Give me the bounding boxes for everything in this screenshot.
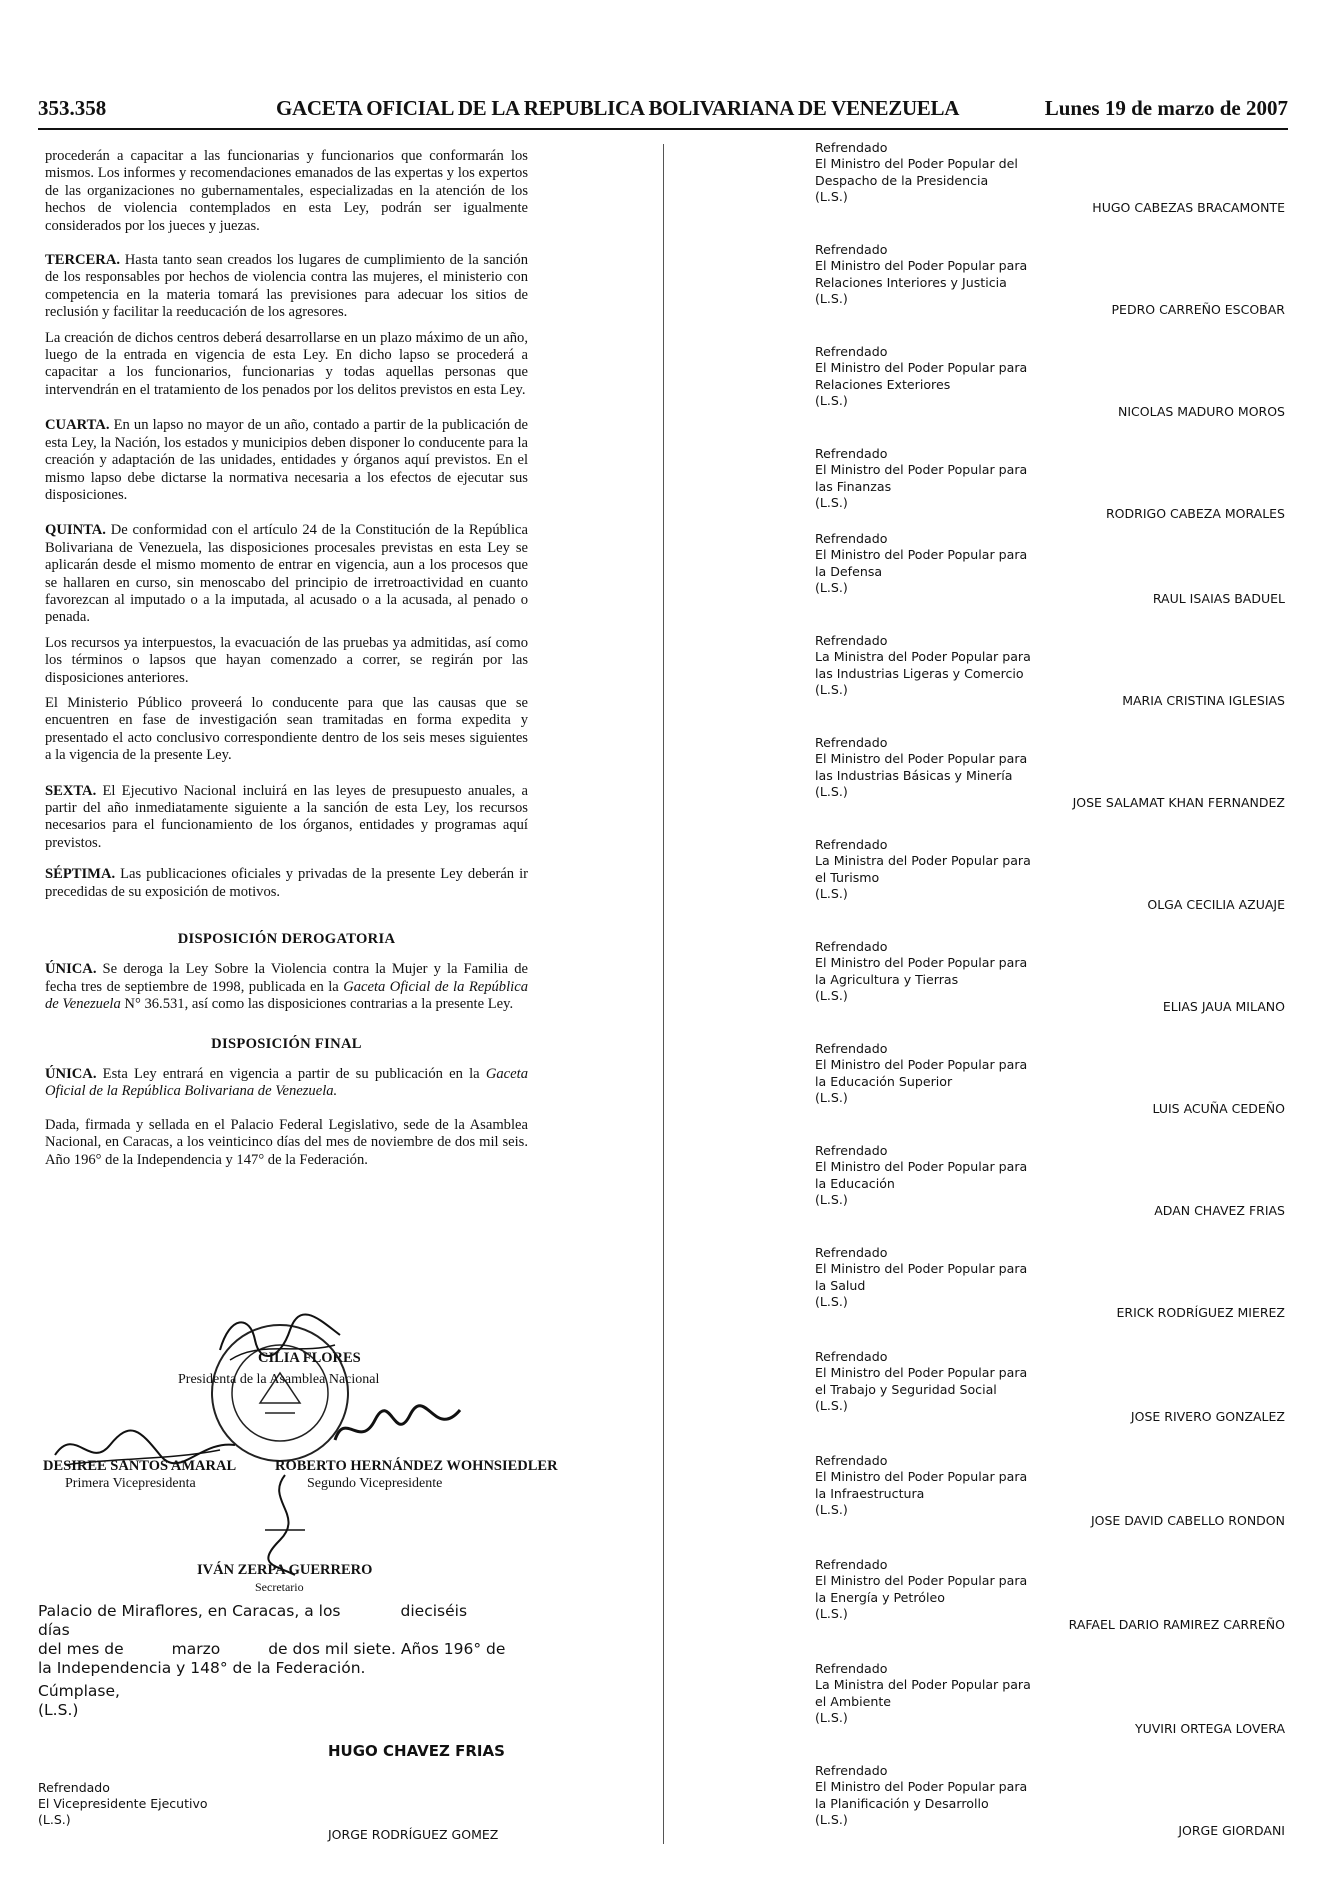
text: la Independencia y [38, 1659, 186, 1677]
ministry-line: El Ministro del Poder Popular para [815, 751, 1028, 767]
refrendado-label: Refrendado [815, 1763, 888, 1778]
paragraph: Los recursos ya interpuestos, la evacuación de las pruebas ya admitidas, así como los términos o lapsos que hayan comenzado a correr, se regirán por las disposiciones anteriores. [45, 634, 528, 686]
refrendo-block [815, 1661, 1285, 1761]
cumplase: Cúmplase, [38, 1682, 120, 1700]
refrendo-block [815, 1557, 1285, 1657]
ministry-line: El Ministro del Poder Popular del [815, 156, 1018, 172]
vp2-name: ROBERTO HERNÁNDEZ WOHNSIEDLER [275, 1458, 558, 1474]
president-name: CILIA FLORES [258, 1350, 361, 1366]
refrendado-label: Refrendado [815, 531, 888, 546]
ministry-line: el Ambiente [815, 1693, 892, 1709]
paragraph-continuation: procederán a capacitar a las funcionarias y funcionarios que conformarán los mismos. Los informes y recomendaciones emanados de las expertas y los expertos de las organizaciones no gubernamentales, especializadas en la atención de los hechos de violencia contemplados en esta Ley, podrán ser igualmente considerados por los jueces y juezas. [45, 148, 528, 234]
minister-name: ADAN CHAVEZ FRIAS [1154, 1203, 1285, 1218]
refrendo-block [815, 633, 1285, 733]
secretary-name: IVÁN ZERPA GUERRERO [197, 1562, 373, 1578]
refrendado-label: Refrendado [815, 939, 888, 954]
ministry-line: la Educación [815, 1175, 895, 1191]
refrendado-label: Refrendado [815, 242, 888, 257]
role: El Vicepresidente Ejecutivo [38, 1796, 208, 1811]
refrendado-label: Refrendado [815, 1143, 888, 1158]
president-title: Presidenta de la Asamblea Nacional [178, 1372, 380, 1387]
issue-date: Lunes 19 de marzo de 2007 [1044, 96, 1288, 120]
refrendo-block [815, 242, 1285, 342]
article-text: En un lapso no mayor de un año, contado a partir de la publicación de esta Ley, la Nación, los estados y municipios deben disponer lo conducente para la creación y adaptación de las unidades, entidades y órganos aquí previstos. En el mismo lapso debe dictarse la normativa necesaria a los efectos de ejecutar sus disposiciones. [45, 417, 528, 503]
article-septima [45, 866, 528, 901]
dada-paragraph: Dada, firmada y sellada en el Palacio Federal Legislativo, sede de la Asamblea Nacional, en Caracas, a los veinticinco días del mes de noviembre de dos mil seis. Año 196° de la Independencia y 147° de la Federación. [45, 1116, 528, 1168]
refrendado-label: Refrendado [815, 1661, 888, 1676]
ministry-line: la Defensa [815, 563, 883, 579]
ministry-line: El Ministro del Poder Popular para [815, 462, 1028, 478]
left-column [45, 148, 528, 1180]
refrendo-block [815, 344, 1285, 444]
ministry-line: Despacho de la Presidencia [815, 172, 989, 188]
text: de dos mil siete. Años 196° de [268, 1640, 506, 1658]
ls-mark: (L.S.) [815, 1812, 848, 1828]
column-divider [663, 144, 664, 1844]
refrendo-block [815, 531, 1285, 631]
promulgation-paragraph [38, 1602, 528, 1678]
ministry-line: El Ministro del Poder Popular para [815, 1159, 1028, 1175]
refrendado-label: Refrendado [815, 633, 888, 648]
ministry-line: El Ministro del Poder Popular para [815, 1779, 1028, 1795]
ministry-line: El Ministro del Poder Popular para [815, 1365, 1028, 1381]
ministry-line: el Turismo [815, 869, 880, 885]
refrendado-label: Refrendado [815, 1245, 888, 1260]
text: del mes de [38, 1640, 124, 1658]
article-lead: SEXTA. [45, 782, 97, 799]
ministry-line: El Ministro del Poder Popular para [815, 1573, 1028, 1589]
refrendado-label: Refrendado [815, 837, 888, 852]
vp1-title: Primera Vicepresidenta [65, 1476, 196, 1491]
vp-name: JORGE RODRÍGUEZ GOMEZ [328, 1827, 499, 1842]
ls-mark: (L.S.) [815, 682, 848, 698]
article-text: N° 36.531, así como las disposiciones contrarias a la presente Ley. [120, 996, 514, 1013]
refrendado-label: Refrendado [815, 344, 888, 359]
ministry-line: El Ministro del Poder Popular para [815, 955, 1028, 971]
ls-mark: (L.S.) [815, 1398, 848, 1414]
final-heading: DISPOSICIÓN FINAL [211, 1035, 362, 1052]
vp2-title: Segundo Vicepresidente [307, 1476, 443, 1491]
month: marzo [171, 1640, 221, 1658]
ministry-line: El Ministro del Poder Popular para [815, 1057, 1028, 1073]
refrendo-block [815, 735, 1285, 835]
vp1-name: DESIREE SANTOS AMARAL [43, 1458, 237, 1474]
derogatory-article [45, 961, 528, 1013]
gazette-reference: Gaceta Oficial de la República de Venezuela [45, 978, 528, 1013]
article-sexta [45, 783, 528, 853]
ls-mark: (L.S.) [815, 1294, 848, 1310]
article-text: El Ejecutivo Nacional incluirá en las leyes de presupuesto anuales, a partir del año inmediatamente siguiente a la sanción de esta Ley, los recursos necesarios para el funcionamiento de los órganos, entidades y programas aquí previstos. [45, 782, 528, 851]
ls-mark: (L.S.) [815, 189, 848, 205]
refrendo-block [815, 1041, 1285, 1141]
ministry-line: El Ministro del Poder Popular para [815, 1261, 1028, 1277]
ministry-line: la Planificación y Desarrollo [815, 1795, 989, 1811]
article-lead: ÚNICA. [45, 1066, 97, 1083]
refrendo-block [815, 1763, 1285, 1863]
minister-name: JOSE RIVERO GONZALEZ [1130, 1409, 1285, 1424]
ls-mark: (L.S.) [815, 886, 848, 902]
refrendo-block [815, 140, 1285, 240]
ministry-line: la Infraestructura [815, 1485, 925, 1501]
minister-name: OLGA CECILIA AZUAJE [1147, 897, 1285, 912]
minister-name: PEDRO CARREÑO ESCOBAR [1111, 302, 1285, 317]
secretary-title: Secretario [255, 1580, 304, 1594]
ls-mark: (L.S.) [815, 1502, 848, 1518]
text: Palacio de Miraflores, en Caracas, a los [38, 1602, 341, 1620]
refrendo-block [815, 1245, 1285, 1345]
paragraph: El Ministerio Público proveerá lo conducente para que las causas que se encuentren en fase de investigación sean tramitadas en forma expedita y presentado el acto conclusivo correspondiente dentro de los seis meses siguientes a la vigencia de la presente Ley. [45, 694, 528, 764]
refrendo-block [815, 1143, 1285, 1243]
ls-mark: (L.S.) [815, 291, 848, 307]
ls-mark: (L.S.) [38, 1701, 79, 1719]
president-republic-name: HUGO CHAVEZ FRIAS [328, 1742, 505, 1760]
minister-name: RAUL ISAIAS BADUEL [1152, 591, 1285, 606]
publication-title: GACETA OFICIAL DE LA REPUBLICA BOLIVARIANA DE VENEZUELA [276, 96, 960, 120]
ministry-line: El Ministro del Poder Popular para [815, 547, 1028, 563]
ministry-line: Relaciones Interiores y Justicia [815, 274, 1007, 290]
derogatory-heading: DISPOSICIÓN DEROGATORIA [177, 931, 396, 948]
signature-scribble-vp2 [330, 1400, 465, 1455]
minister-name: JOSE DAVID CABELLO RONDON [1090, 1513, 1285, 1528]
article-cuarta [45, 417, 528, 504]
refrendo-block [815, 1453, 1285, 1553]
day: dieciséis [400, 1602, 468, 1620]
article-text: De conformidad con el artículo 24 de la Constitución de la República Bolivariana de Venezuela, las disposiciones procesales previstas en esta Ley se aplicarán desde el mismo momento de entrar en vigencia, aun a los procesos que se hallaren en curso, sin menoscabo del principio de irretroactividad en cuanto favorezcan al imputado o a la imputada, al acusado o a la acusada, al penado o penada. [45, 522, 528, 626]
ls-mark: (L.S.) [815, 495, 848, 511]
refrendo-block [815, 939, 1285, 1039]
ministry-line: la Educación Superior [815, 1073, 953, 1089]
ministry-line: el Trabajo y Seguridad Social [815, 1381, 997, 1397]
ministry-line: la Agricultura y Tierras [815, 971, 959, 987]
minister-name: YUVIRI ORTEGA LOVERA [1134, 1721, 1285, 1736]
ls-mark: (L.S.) [815, 1192, 848, 1208]
minister-name: RODRIGO CABEZA MORALES [1105, 506, 1285, 521]
gazette-reference: Gaceta Oficial de la República Bolivariana de Venezuela. [45, 1066, 528, 1100]
text: 148° de la Federación. [190, 1659, 366, 1677]
minister-name: ERICK RODRÍGUEZ MIEREZ [1116, 1305, 1285, 1320]
cumplase-block [38, 1682, 120, 1720]
article-quinta [45, 522, 528, 626]
article-text: Hasta tanto sean creados los lugares de cumplimiento de la sanción de los responsables por hechos de violencia contra las mujeres, el ministerio con competencia en la materia tomará las previsiones para adecuar los sitios de reclusión y facilitar la reeducación de los agresores. [45, 252, 528, 321]
ministry-line: La Ministra del Poder Popular para [815, 649, 1031, 665]
ministry-line: La Ministra del Poder Popular para [815, 1677, 1031, 1693]
ministry-line: la Salud [815, 1277, 866, 1293]
minister-name: HUGO CABEZAS BRACAMONTE [1092, 200, 1285, 215]
minister-name: NICOLAS MADURO MOROS [1117, 404, 1285, 419]
paragraph: La creación de dichos centros deberá desarrollarse en un plazo máximo de un año, luego de la entrada en vigencia de esta Ley. En dicho lapso se procederá a capacitar a los funcionarios, funcionarias y todas aquellas personas que intervendrán en el tratamiento de los penados por los delitos previstos en esta Ley. [45, 329, 528, 398]
minister-name: JOSE SALAMAT KHAN FERNANDEZ [1072, 795, 1285, 810]
refrendado-label: Refrendado [815, 1349, 888, 1364]
refrendado-label: Refrendado [815, 446, 888, 461]
refrendado-label: Refrendado [815, 735, 888, 750]
refrendo-block [815, 837, 1285, 937]
article-text: Se deroga la Ley Sobre la Violencia contra la Mujer y la Familia de fecha tres de septiembre de 1998, publicada en la [45, 961, 528, 995]
final-article [45, 1066, 528, 1101]
ministry-line: El Ministro del Poder Popular para [815, 1469, 1028, 1485]
ls-mark: (L.S.) [815, 580, 848, 596]
ministry-line: las Industrias Básicas y Minería [815, 767, 1013, 783]
refrendado-label: Refrendado [815, 1041, 888, 1056]
minister-name: LUIS ACUÑA CEDEÑO [1152, 1101, 1285, 1116]
text: días [38, 1621, 70, 1639]
refrendado-label: Refrendado [38, 1780, 110, 1795]
article-lead: SÉPTIMA. [45, 866, 116, 883]
article-lead: TERCERA. [45, 252, 121, 269]
ls-mark: (L.S.) [815, 393, 848, 409]
page-number: 353.358 [38, 96, 107, 120]
ls-mark: (L.S.) [38, 1812, 71, 1827]
refrendado-label: Refrendado [815, 1557, 888, 1572]
vp-refrendo [38, 1780, 208, 1828]
ls-mark: (L.S.) [815, 1090, 848, 1106]
ministry-line: las Industrias Ligeras y Comercio [815, 665, 1024, 681]
article-text: Esta Ley entrará en vigencia a partir de su publicación en la [96, 1066, 486, 1083]
article-tercera [45, 252, 528, 322]
refrendado-label: Refrendado [815, 1453, 888, 1468]
article-lead: QUINTA. [45, 522, 106, 539]
article-lead: CUARTA. [45, 417, 110, 434]
refrendado-label: Refrendado [815, 140, 888, 155]
refrendo-block [815, 1349, 1285, 1449]
ministry-line: El Ministro del Poder Popular para [815, 360, 1028, 376]
article-text: Las publicaciones oficiales y privadas de la presente Ley deberán ir precedidas de su exposición de motivos. [45, 866, 528, 900]
minister-name: JORGE GIORDANI [1178, 1823, 1285, 1838]
minister-name: MARIA CRISTINA IGLESIAS [1122, 693, 1285, 708]
ls-mark: (L.S.) [815, 784, 848, 800]
ministry-line: El Ministro del Poder Popular para [815, 258, 1028, 274]
ministry-line: la Energía y Petróleo [815, 1589, 945, 1605]
ls-mark: (L.S.) [815, 1606, 848, 1622]
minister-name: RAFAEL DARIO RAMIREZ CARREÑO [1068, 1617, 1285, 1632]
ls-mark: (L.S.) [815, 988, 848, 1004]
ministry-line: las Finanzas [815, 478, 892, 494]
ministry-line: Relaciones Exteriores [815, 376, 951, 392]
article-lead: ÚNICA. [45, 961, 97, 978]
ls-mark: (L.S.) [815, 1710, 848, 1726]
page-header [38, 96, 1288, 130]
minister-name: ELIAS JAUA MILANO [1162, 999, 1285, 1014]
ministry-line: La Ministra del Poder Popular para [815, 853, 1031, 869]
